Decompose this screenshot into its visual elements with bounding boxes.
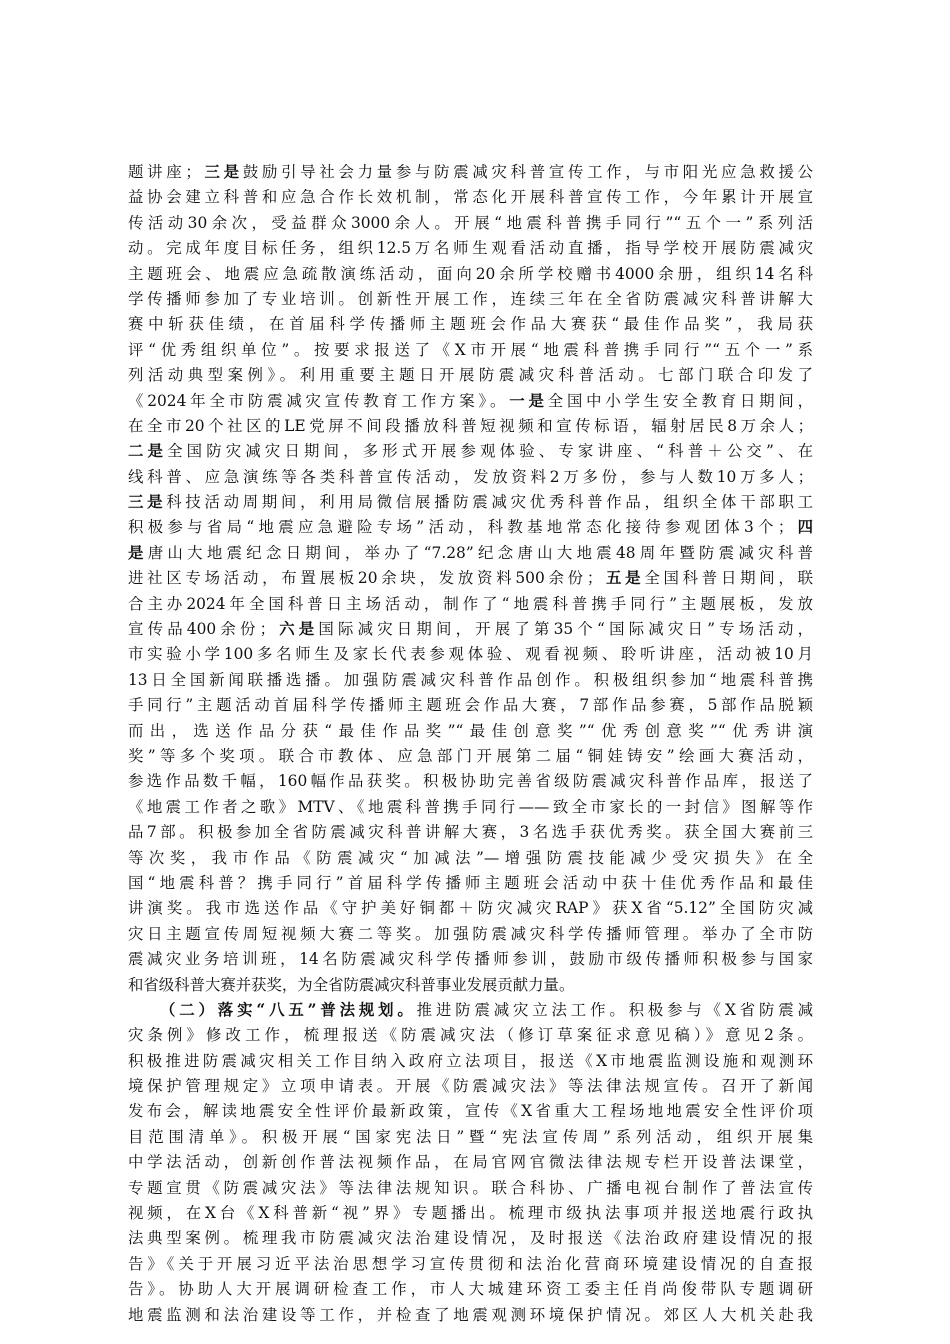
text-segment: 积极推进防震减灾相关工作目纳入政府立法项目，报送《X市地震监测设施和观测环 bbox=[128, 1051, 813, 1070]
text-line bbox=[128, 1277, 813, 1302]
text-segment: 中学法活动，创新创作普法视频作品，在局官网官微法律法规专栏开设普法课堂， bbox=[128, 1153, 813, 1172]
text-segment: 奖”等多个奖项。联合市教体、应急部门开展第二届“铜娃铸安”绘画大赛活动， bbox=[128, 746, 813, 765]
text-segment: 告》。协助人大开展调研检查工作，市人大城建环资工委主任肖尚俊带队专题调研 bbox=[128, 1280, 813, 1299]
text-line bbox=[128, 1074, 813, 1099]
text-line bbox=[128, 414, 813, 439]
text-segment: 唐山大地震纪念日期间，举办了“7.28”纪念唐山大地震48周年暨防震减灾科普 bbox=[147, 543, 813, 562]
text-line bbox=[128, 896, 813, 921]
text-line bbox=[128, 693, 813, 718]
text-line bbox=[128, 160, 813, 185]
text-segment: 手同行”主题活动首届科学传播师主题班会作品大赛，7部作品参赛，5部作品脱颖 bbox=[128, 696, 813, 715]
text-line bbox=[128, 439, 813, 464]
text-segment: 动。完成年度目标任务，组织12.5万名师生观看活动直播，指导学校开展防震减灾 bbox=[128, 239, 813, 258]
text-line bbox=[128, 1201, 813, 1226]
text-segment: 主题班会、地震应急疏散演练活动，面向20余所学校赠书4000余册，组织14名科 bbox=[128, 264, 813, 283]
text-line bbox=[128, 465, 813, 490]
text-line bbox=[128, 719, 813, 744]
text-line bbox=[128, 312, 813, 337]
text-line bbox=[128, 668, 813, 693]
text-segment: 宣传品400余份； bbox=[128, 620, 275, 639]
text-line bbox=[128, 389, 813, 414]
text-segment: 《地震工作者之歌》MTV、《地震科普携手同行——致全市家长的一封信》图解等作 bbox=[128, 797, 813, 816]
text-line bbox=[128, 642, 813, 667]
text-segment: 参选作品数千幅，160幅作品获奖。积极协助完善省级防震减灾科普作品库，报送了 bbox=[128, 772, 813, 791]
text-line bbox=[128, 262, 813, 287]
text-line bbox=[128, 338, 813, 363]
text-line bbox=[128, 922, 813, 947]
text-line bbox=[128, 211, 813, 236]
text-segment: 列活动典型案例》。利用重要主题日开展防震减灾科普活动。七部门联合印发了 bbox=[128, 366, 813, 385]
text-segment: 进社区专场活动，布置展板20余块，发放资料500余份； bbox=[128, 569, 603, 588]
text-segment: 推进防震减灾立法工作。积极参与《X省防震减 bbox=[416, 1000, 813, 1019]
text-segment: 地震监测和法治建设等工作，并检查了地震观测环境保护情况。郊区人大机关赴我 bbox=[128, 1305, 813, 1324]
text-line bbox=[128, 363, 813, 388]
text-line bbox=[128, 236, 813, 261]
text-line bbox=[128, 1150, 813, 1175]
text-line bbox=[128, 287, 813, 312]
text-line bbox=[128, 1303, 813, 1328]
text-segment: 鼓励引导社会力量参与防震减灾科普宣传工作，与市阳光应急救援公 bbox=[242, 163, 813, 181]
text-segment: 震减灾业务培训班，14名防震减灾科学传播师参训，鼓励市级传播师积极参与国家 bbox=[128, 950, 813, 969]
text-line bbox=[128, 185, 813, 210]
text-segment: 题讲座； bbox=[128, 163, 201, 181]
text-line bbox=[128, 820, 813, 845]
text-segment: 灾条例》修改工作，梳理报送《防震减灾法（修订草案征求意见稿）》意见2条。 bbox=[128, 1026, 813, 1045]
bold-text-segment: 五是 bbox=[602, 569, 645, 588]
text-line bbox=[128, 769, 813, 794]
body-text bbox=[128, 160, 813, 1328]
text-segment: 在全市20个社区的LE党屏不间段播放科普短视频和宣传标语，辐射居民8万余人； bbox=[128, 416, 813, 435]
text-segment: 专题宣贯《防震减灾法》等法律法规知识。联合科协、广播电视台制作了普法宣传 bbox=[128, 1178, 813, 1197]
text-segment: 评“优秀组织单位”。按要求报送了《X市开展“地震科普携手同行”“五个一”系 bbox=[128, 340, 813, 359]
bold-text-segment: 三是 bbox=[128, 493, 167, 512]
text-line bbox=[128, 1125, 813, 1150]
text-line bbox=[128, 998, 813, 1023]
text-segment: 品7部。积极参加全省防震减灾科普讲解大赛，3名选手获优秀奖。获全国大赛前三 bbox=[128, 823, 813, 842]
text-segment: 市实验小学100多名师生及家长代表参观体验、观看视频、聆听讲座，活动被10月 bbox=[128, 645, 813, 664]
text-line bbox=[128, 1252, 813, 1277]
text-line bbox=[128, 1023, 813, 1048]
text-segment: 《2024年全市防震减灾宣传教育工作方案》。 bbox=[128, 391, 510, 410]
text-line bbox=[128, 744, 813, 769]
text-segment: 全国科普日期间，联 bbox=[644, 569, 813, 588]
text-segment: 积极参与省局“地震应急避险专场”活动，科教基地常态化接待参观团体3个； bbox=[128, 518, 794, 537]
text-segment: 学传播师参加了专业培训。创新性开展工作，连续三年在全省防震减灾科普讲解大 bbox=[128, 289, 813, 308]
text-line bbox=[128, 541, 813, 566]
text-segment: 和省级科普大赛并获奖，为全省防震减灾科普事业发展贡献力量。 bbox=[128, 975, 575, 994]
text-segment: 赛中斩获佳绩，在首届科学传播师主题班会作品大赛获“最佳作品奖”，我局获 bbox=[128, 315, 813, 334]
bold-text-segment: （二）落实“八五”普法规划。 bbox=[160, 1000, 417, 1019]
text-segment: 线科普、应急演练等各类科普宣传活动，发放资料2万多份，参与人数10万多人； bbox=[128, 467, 813, 486]
bold-text-segment: 四 bbox=[793, 518, 813, 537]
text-segment: 而出，选送作品分获“最佳作品奖”“最佳创意奖”“优秀创意奖”“优秀讲演 bbox=[128, 721, 813, 740]
text-line bbox=[128, 566, 813, 591]
text-line bbox=[128, 1099, 813, 1124]
text-line bbox=[128, 846, 813, 871]
text-segment: 国际减灾日期间，开展了第35个“国际减灾日”专场活动， bbox=[318, 620, 813, 639]
text-segment: 全国中小学生安全教育日期间， bbox=[547, 391, 813, 410]
text-line bbox=[128, 973, 813, 998]
text-segment: 合主办2024年全国科普日主场活动，制作了“地震科普携手同行”主题展板，发放 bbox=[128, 594, 813, 613]
text-line bbox=[128, 515, 813, 540]
text-line bbox=[128, 592, 813, 617]
bold-text-segment: 二是 bbox=[128, 442, 168, 461]
text-segment: 科技活动周期间，利用局微信展播防震减灾优秀科普作品，组织全体干部职工 bbox=[166, 493, 813, 512]
text-segment: 发布会，解读地震安全性评价最新政策，宣传《X省重大工程场地地震安全性评价项 bbox=[128, 1102, 813, 1121]
text-line bbox=[128, 1176, 813, 1201]
bold-text-segment: 一是 bbox=[509, 391, 548, 410]
text-line bbox=[128, 947, 813, 972]
text-segment: 告》《关于开展习近平法治思想学习宣传贯彻和法治化营商环境建设情况的自查报 bbox=[128, 1254, 813, 1273]
bold-text-segment: 是 bbox=[128, 543, 148, 562]
text-segment: 国“地震科普？携手同行”首届科学传播师主题班会活动中获十佳优秀作品和最佳 bbox=[128, 873, 813, 892]
text-segment: 目范围清单》。积极开展“国家宪法日”暨“宪法宣传周”系列活动，组织开展集 bbox=[128, 1127, 813, 1146]
text-line bbox=[128, 795, 813, 820]
text-segment: 灾日主题宣传周短视频大赛二等奖。加强防震减灾科学传播师管理。举办了全市防 bbox=[128, 924, 813, 943]
text-line bbox=[128, 871, 813, 896]
text-segment: 讲演奖。我市选送作品《守护美好铜都＋防灾减灾RAP》获X省“5.12”全国防灾减 bbox=[128, 899, 813, 918]
bold-text-segment: 三是 bbox=[200, 163, 243, 181]
text-line bbox=[128, 490, 813, 515]
text-segment: 全国防灾减灾日期间，多形式开展参观体验、专家讲座、“科普＋公交”、在 bbox=[167, 442, 813, 461]
bold-text-segment: 六是 bbox=[274, 620, 319, 639]
text-segment: 13日全国新闻联播选播。加强防震减灾科普作品创作。积极组织参加“地震科普携 bbox=[128, 670, 813, 689]
text-segment: 益协会建立科普和应急合作长效机制，常态化开展科普宣传工作，今年累计开展宣 bbox=[128, 188, 813, 207]
text-segment: 等次奖，我市作品《防震减灾“加减法”—增强防震技能减少受灾损失》在全 bbox=[128, 848, 813, 867]
text-line bbox=[128, 617, 813, 642]
text-segment: 视频，在X台《X科普新“视”界》专题播出。梳理市级执法事项并报送地震行政执 bbox=[128, 1204, 813, 1223]
text-segment: 传活动30余次，受益群众3000余人。开展“地震科普携手同行”“五个一”系列活 bbox=[128, 213, 813, 232]
text-segment: 境保护管理规定》立项申请表。开展《防震减灾法》等法律法规宣传。召开了新闻 bbox=[128, 1077, 813, 1096]
text-line bbox=[128, 1226, 813, 1251]
text-line bbox=[128, 1049, 813, 1074]
text-segment: 法典型案例。梳理我市防震减灾法治建设情况，及时报送《法治政府建设情况的报 bbox=[128, 1229, 813, 1248]
